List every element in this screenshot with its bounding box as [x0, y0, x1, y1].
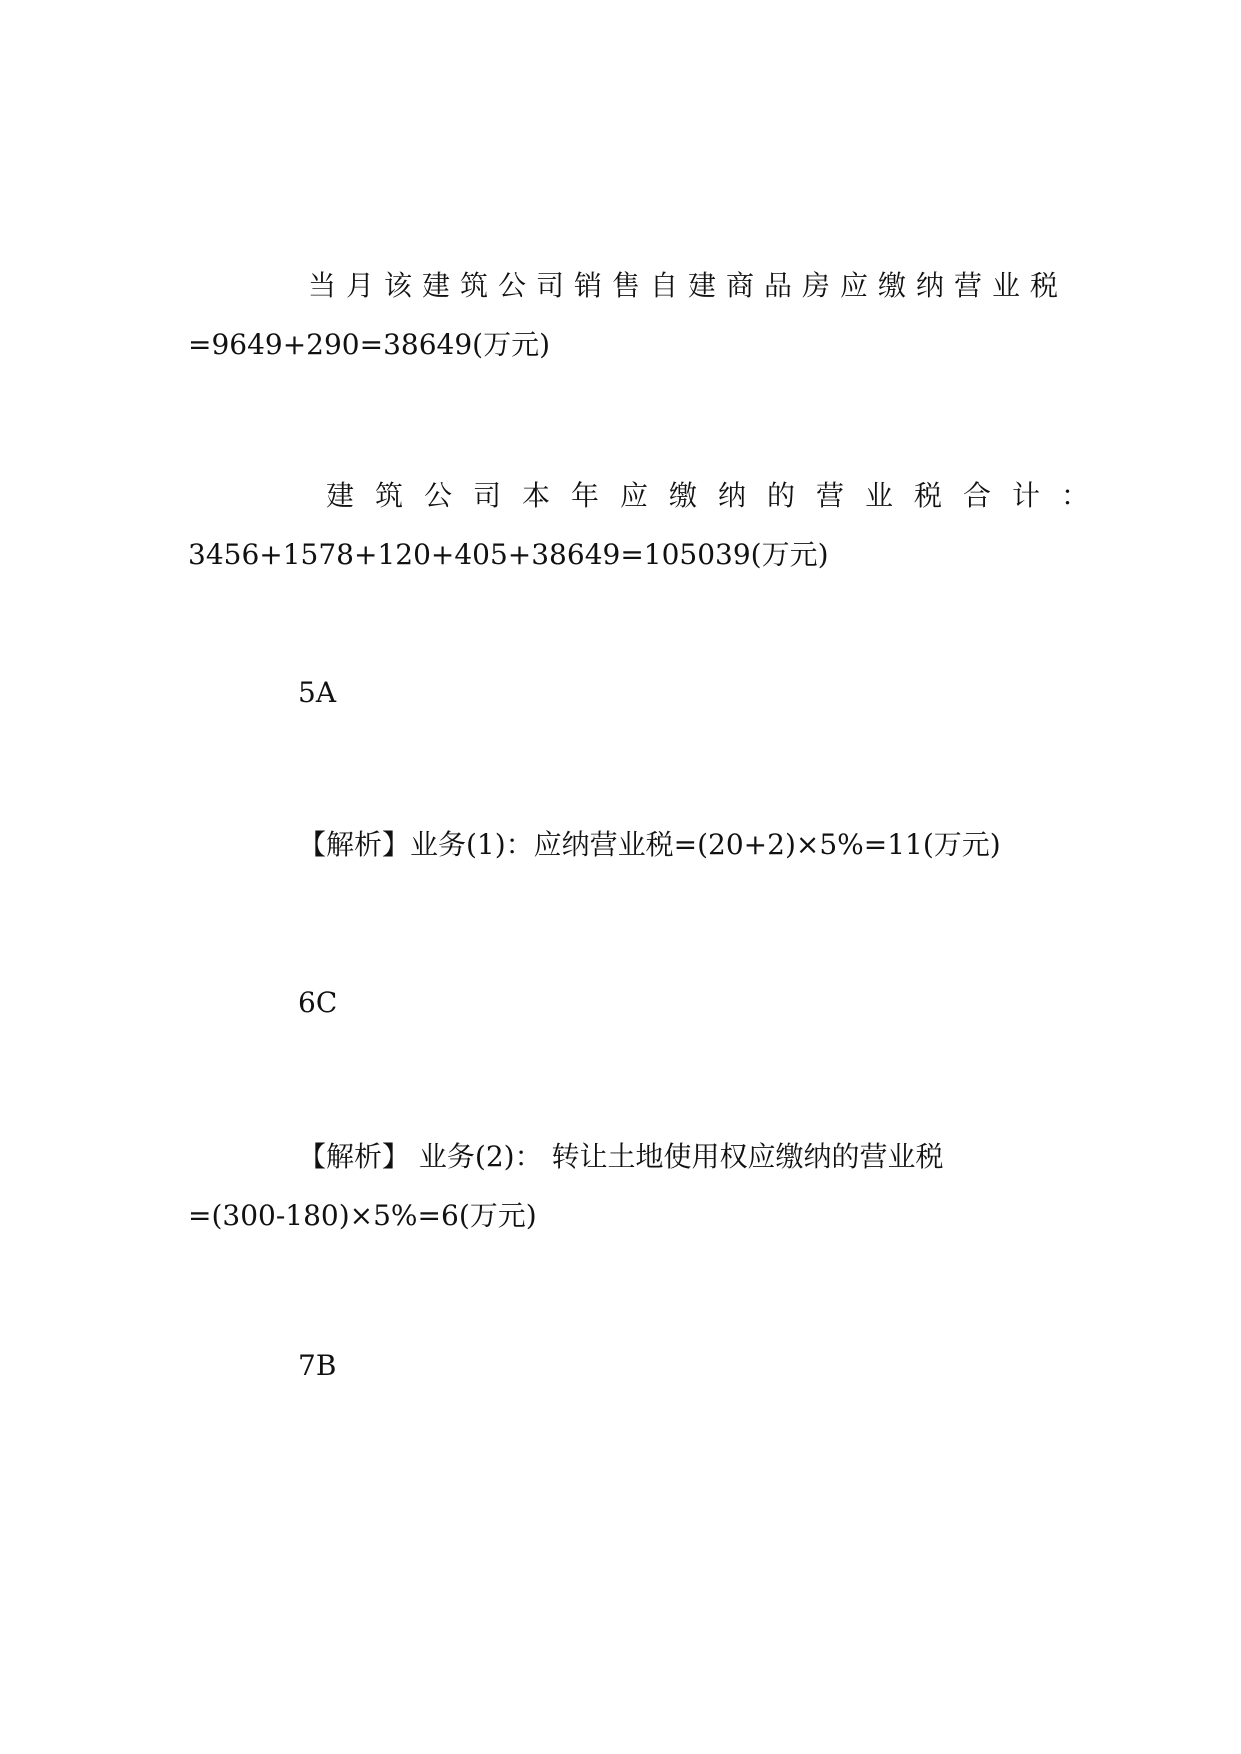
answer-label: 5A	[298, 676, 337, 709]
paragraph-house-sales-tax	[188, 256, 1069, 374]
paragraph-line: 【解析】业务(1)：应纳营业税=(20+2)×5%=11(万元)	[298, 828, 1001, 861]
paragraph-line: 【解析】 业务(2)： 转让土地使用权应缴纳的营业税	[298, 1140, 944, 1173]
paragraph-analysis-2	[188, 1127, 1048, 1245]
paragraph-line: 当月该建筑公司销售自建商品房应缴纳营业税	[308, 269, 1069, 302]
paragraph-line: =(300-180)×5%=6(万元)	[188, 1199, 537, 1232]
paragraph-line: =9649+290=38649(万元)	[188, 328, 551, 361]
paragraph-analysis-1	[188, 815, 1048, 874]
answer-label: 6C	[298, 986, 338, 1019]
paragraph-line: 建筑公司本年应缴纳的营业税合计：	[326, 479, 1111, 512]
answer-label: 7B	[298, 1349, 337, 1382]
paragraph-annual-tax-total	[188, 466, 1111, 584]
paragraph-line: 3456+1578+120+405+38649=105039(万元)	[188, 538, 829, 571]
